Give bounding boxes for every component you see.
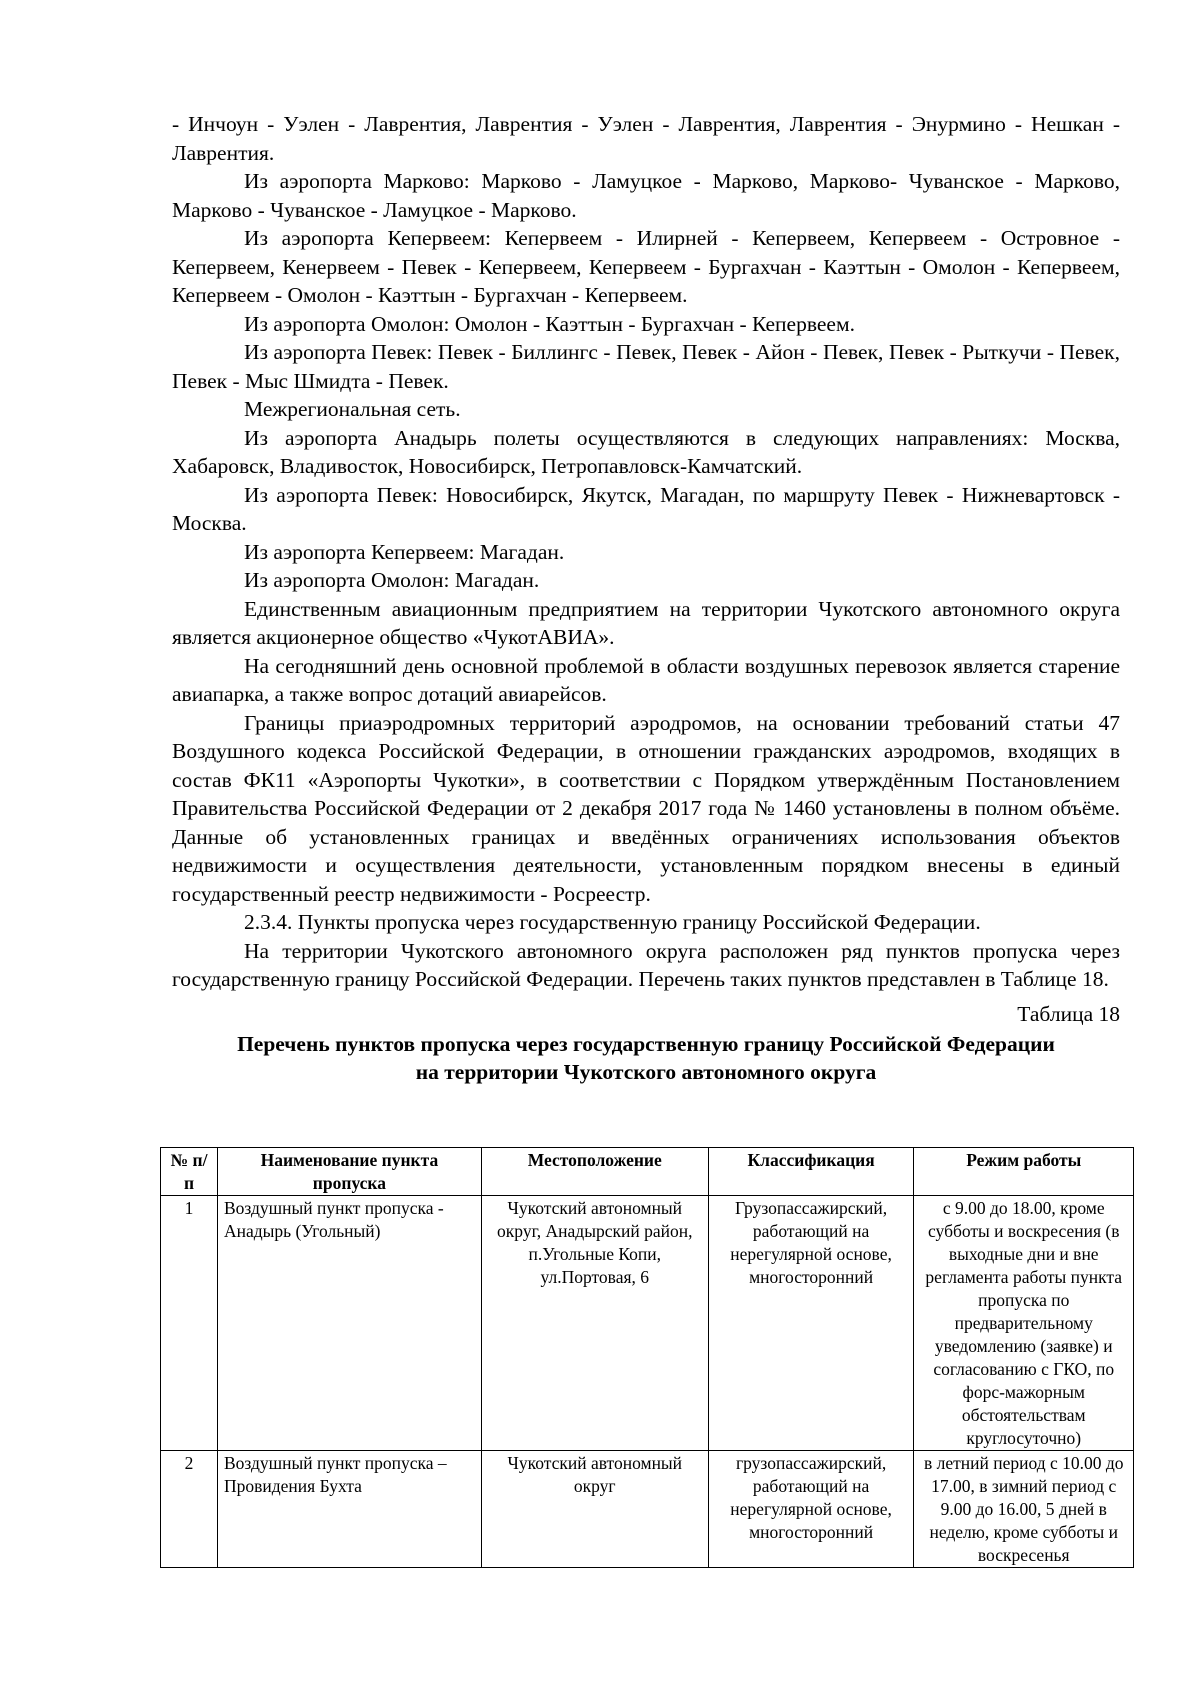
table-header-row bbox=[161, 1148, 1134, 1196]
table-row bbox=[161, 1451, 1134, 1568]
cell-name: Воздушный пункт пропуска – Провидения Бухта bbox=[217, 1451, 481, 1568]
cell-classification: Грузопассажирский, работающий на нерегулярной основе, многосторонний bbox=[708, 1196, 914, 1451]
cell-number: 1 bbox=[161, 1196, 218, 1451]
paragraph-10: Из аэропорта Омолон: Магадан. bbox=[244, 568, 540, 592]
table-row bbox=[161, 1196, 1134, 1451]
paragraph-12: На сегодняшний день основной проблемой в области воздушных перевозок является старение авиапарка, а также вопрос дотаций авиарейсов. bbox=[172, 653, 1120, 706]
header-location: Местоположение bbox=[481, 1148, 708, 1196]
paragraph-11: Единственным авиационным предприятием на территории Чукотского автономного округа является акционерное общество «ЧукотАВИА». bbox=[172, 596, 1120, 649]
table-title bbox=[172, 1030, 1120, 1086]
header-schedule: Режим работы bbox=[914, 1148, 1134, 1196]
paragraph-5: Из аэропорта Певек: Певек - Биллингс - Певек, Певек - Айон - Певек, Певек - Рыткучи - Певек, Певек - Мыс Шмидта - Певек. bbox=[172, 340, 1120, 393]
table-title-line-2: на территории Чукотского автономного округа bbox=[415, 1060, 877, 1084]
cell-number: 2 bbox=[161, 1451, 218, 1568]
paragraph-3: Из аэропорта Кепервеем: Кепервеем - Илирней - Кепервеем, Кепервеем - Островное - Кепервеем, Кенервеем - Певек - Кепервеем, Кепервеем - Бургахчан - Каэттын - Омолон - Кепервеем, Кепервеем - Омолон - Каэттын - Бургахчан - Кепервеем. bbox=[172, 226, 1120, 307]
header-name: Наименование пункта пропуска bbox=[217, 1148, 481, 1196]
checkpoints-table bbox=[160, 1147, 1134, 1568]
cell-name: Воздушный пункт пропуска - Анадырь (Угольный) bbox=[217, 1196, 481, 1451]
table-title-line-1: Перечень пунктов пропуска через государственную границу Российской Федерации bbox=[237, 1032, 1055, 1056]
paragraph-14: 2.3.4. Пункты пропуска через государственную границу Российской Федерации. bbox=[244, 910, 981, 934]
cell-schedule: с 9.00 до 18.00, кроме субботы и воскресения (в выходные дни и вне регламента работы пункта пропуска по предварительному уведомлению (заявке) и согласованию с ГКО, по форс-мажорным обстоятельствам круглосуточно) bbox=[914, 1196, 1134, 1451]
cell-schedule: в летний период с 10.00 до 17.00, в зимний период с 9.00 до 16.00, 5 дней в неделю, кроме субботы и воскресенья bbox=[914, 1451, 1134, 1568]
cell-classification: грузопассажирский, работающий на нерегулярной основе, многосторонний bbox=[708, 1451, 914, 1568]
document-page bbox=[172, 110, 1120, 1086]
paragraph-8: Из аэропорта Певек: Новосибирск, Якутск, Магадан, по маршруту Певек - Нижневартовск - Москва. bbox=[172, 482, 1120, 535]
paragraph-1: - Инчоун - Уэлен - Лаврентия, Лаврентия - Уэлен - Лаврентия, Лаврентия - Энурмино - Нешкан - Лаврентия. bbox=[172, 112, 1120, 165]
paragraph-6: Межрегиональная сеть. bbox=[244, 397, 461, 421]
table-label: Таблица 18 bbox=[1017, 1001, 1120, 1026]
header-classification: Классификация bbox=[708, 1148, 914, 1196]
paragraph-13: Границы приаэродромных территорий аэродромов, на основании требований статьи 47 Воздушного кодекса Российской Федерации, в отношении гражданских аэродромов, входящих в состав ФК11 «Аэропорты Чукотки», в соответствии с Порядком утверждённым Постановлением Правительства Российской Федерации от 2 декабря 2017 года № 1460 установлены в полном объёме. Данные об установленных границах и введённых ограничениях использования объектов недвижимости и осуществления деятельности, установленным порядком внесены в единый государственный реестр недвижимости - Росреестр. bbox=[172, 710, 1120, 906]
cell-location: Чукотский автономный округ bbox=[481, 1451, 708, 1568]
header-number: № п/п bbox=[161, 1148, 218, 1196]
paragraph-7: Из аэропорта Анадырь полеты осуществляются в следующих направлениях: Москва, Хабаровск, Владивосток, Новосибирск, Петропавловск-Камчатский. bbox=[172, 425, 1120, 478]
paragraph-4: Из аэропорта Омолон: Омолон - Каэттын - Бургахчан - Кепервеем. bbox=[244, 311, 855, 336]
paragraph-9: Из аэропорта Кепервеем: Магадан. bbox=[244, 539, 565, 564]
paragraph-15: На территории Чукотского автономного округа расположен ряд пунктов пропуска через государственную границу Российской Федерации. Перечень таких пунктов представлен в Таблице 18. bbox=[172, 938, 1120, 991]
cell-location: Чукотский автономный округ, Анадырский район, п.Угольные Копи, ул.Портовая, 6 bbox=[481, 1196, 708, 1451]
paragraph-2: Из аэропорта Марково: Марково - Ламуцкое - Марково, Марково- Чуванское - Марково, Марково - Чуванское - Ламуцкое - Марково. bbox=[172, 169, 1120, 222]
